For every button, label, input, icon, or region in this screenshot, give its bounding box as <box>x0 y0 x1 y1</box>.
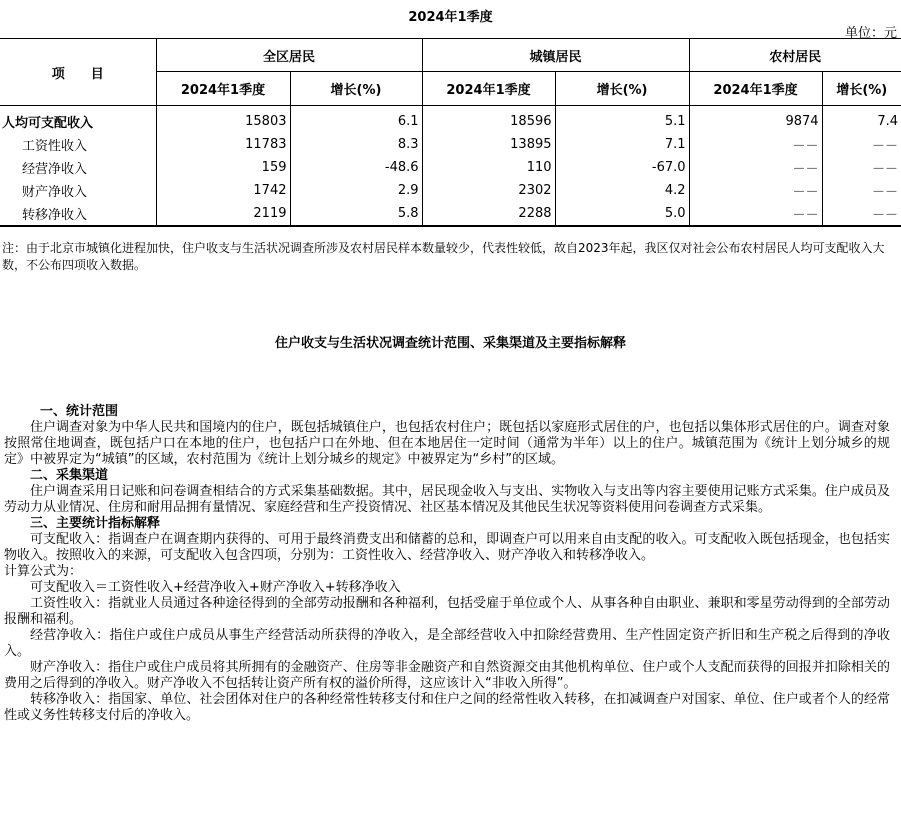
heading-scope: 一、统计范围 <box>40 404 119 419</box>
formula: 可支配收入＝工资性收入+经营净收入+财产净收入+转移净收入 <box>30 580 401 595</box>
cell: 2302 <box>422 179 555 202</box>
cell: －－ <box>689 202 822 226</box>
cell: －－ <box>689 156 822 179</box>
cell: 110 <box>422 156 555 179</box>
section-body <box>4 404 890 724</box>
row-label: 转移净收入 <box>0 202 156 226</box>
heading-channels: 二、采集渠道 <box>30 468 109 483</box>
paragraph: 财产净收入：指住户或住户成员将其所拥有的金融资产、住房等非金融资产和自然资源交由其他机构单位、住户或个人支配而获得的回报并扣除相关的费用之后得到的净收入。财产净收入不包括转让资产所有权的溢价所得，这应该计入“非收入所得”。 <box>4 660 890 691</box>
paragraph: 工资性收入：指就业人员通过各种途径得到的全部劳动报酬和各种福利，包括受雇于单位或个人、从事各种自由职业、兼职和零星劳动得到的全部劳动报酬和福利。 <box>4 596 890 627</box>
table-row <box>0 202 901 226</box>
cell: 13895 <box>422 133 555 156</box>
paragraph: 计算公式为： <box>4 564 83 579</box>
header-sub: 2024年1季度 <box>422 72 555 106</box>
header-group-all: 全区居民 <box>156 39 422 72</box>
header-sub: 增长(%) <box>555 72 689 106</box>
paragraph: 可支配收入：指调查户在调查期内获得的、可用于最终消费支出和储蓄的总和，即调查户可以用来自由支配的收入。可支配收入既包括现金，也包括实物收入。按照收入的来源，可支配收入包含四项，分别为：工资性收入、经营净收入、财产净收入和转移净收入。 <box>4 532 890 563</box>
cell: 9874 <box>689 106 822 134</box>
cell: 11783 <box>156 133 290 156</box>
cell: 5.0 <box>555 202 689 226</box>
cell: －－ <box>872 139 899 154</box>
cell: -67.0 <box>555 156 689 179</box>
header-item: 项 目 <box>0 39 156 106</box>
cell: －－ <box>822 202 901 226</box>
heading-indicators: 三、主要统计指标解释 <box>30 516 161 531</box>
header-sub: 增长(%) <box>290 72 422 106</box>
table-row <box>0 156 901 179</box>
cell: 5.8 <box>290 202 422 226</box>
table-row <box>0 179 901 202</box>
row-label: 财产净收入 <box>0 179 156 202</box>
cell: 6.1 <box>290 106 422 134</box>
row-label: 工资性收入 <box>0 133 156 156</box>
header-group-rural: 农村居民 <box>689 39 901 72</box>
cell: 159 <box>156 156 290 179</box>
cell: 7.4 <box>877 114 899 129</box>
header-sub: 2024年1季度 <box>156 72 290 106</box>
cell: 5.1 <box>555 106 689 134</box>
cell: －－ <box>689 179 822 202</box>
paragraph: 住户调查采用日记账和问卷调查相结合的方式采集基础数据。其中，居民现金收入与支出、实物收入与支出等内容主要使用记账方式采集。住户成员及劳动力从业情况、住房和耐用品拥有量情况、家庭经营和生产投资情况、社区基本情况及其他民生状况等资料使用问卷调查方式采集。 <box>4 484 890 515</box>
header-sub: 增长(%) <box>822 72 901 106</box>
cell: 18596 <box>422 106 555 134</box>
header-group-urban: 城镇居民 <box>422 39 689 72</box>
cell: 1742 <box>156 179 290 202</box>
income-table <box>0 38 901 227</box>
paragraph: 经营净收入：指住户或住户成员从事生产经营活动所获得的净收入，是全部经营收入中扣除经营费用、生产性固定资产折旧和生产税之后得到的净收入。 <box>4 628 890 659</box>
table-row <box>0 106 901 134</box>
table-row <box>0 133 901 156</box>
cell: 2119 <box>156 202 290 226</box>
cell: 7.1 <box>555 133 689 156</box>
header-sub: 2024年1季度 <box>689 72 822 106</box>
row-label: 人均可支配收入 <box>0 106 156 134</box>
unit-label: 单位：元 <box>844 26 897 41</box>
row-label: 经营净收入 <box>0 156 156 179</box>
table-note: 注：由于北京市城镇化进程加快，住户收支与生活状况调查所涉及农村居民样本数量较少，代表性较低，故自2023年起，我区仅对社会公布农村居民人均可支配收入大数，不公布四项收入数据。 <box>2 241 885 272</box>
cell: 8.3 <box>290 133 422 156</box>
paragraph: 住户调查对象为中华人民共和国境内的住户，既包括城镇住户，也包括农村住户；既包括以家庭形式居住的户，也包括以集体形式居住的户。调查对象按照常住地调查，既包括户口在本地的住户，也包括户口在外地、但在本地居住一定时间（通常为半年）以上的住户。城镇范围为《统计上划分城乡的规定》中被界定为“城镇”的区域，农村范围为《统计上划分城乡的规定》中被界定为“乡村”的区域。 <box>4 420 890 467</box>
paragraph: 转移净收入：指国家、单位、社会团体对住户的各种经常性转移支付和住户之间的经常性收入转移，在扣减调查户对国家、单位、住户或者个人的经常性或义务性转移支付后的净收入。 <box>4 692 890 723</box>
cell: 4.2 <box>555 179 689 202</box>
cell: －－ <box>872 162 899 177</box>
cell: -48.6 <box>290 156 422 179</box>
cell: 2288 <box>422 202 555 226</box>
cell: －－ <box>689 133 822 156</box>
cell: －－ <box>872 185 899 200</box>
cell: 15803 <box>156 106 290 134</box>
cell: 2.9 <box>290 179 422 202</box>
section-title: 住户收支与生活状况调查统计范围、采集渠道及主要指标解释 <box>274 336 626 351</box>
table-title: 2024年1季度 <box>408 10 493 25</box>
